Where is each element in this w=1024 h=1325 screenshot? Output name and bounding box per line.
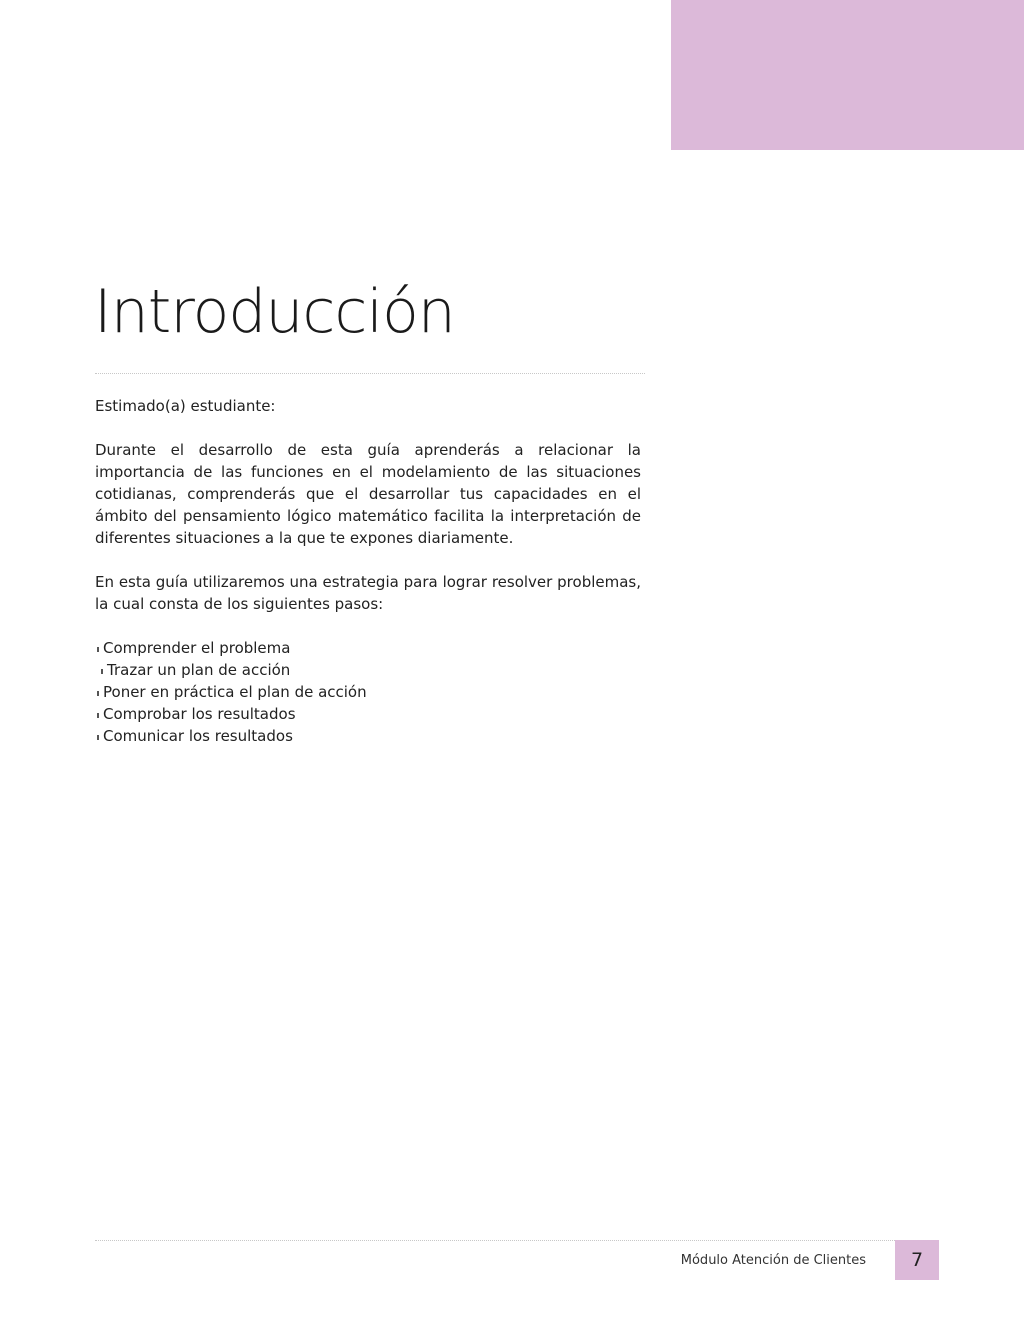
footer-module-name: Módulo Atención de Clientes — [680, 1253, 866, 1268]
bullet-icon — [97, 713, 99, 718]
page-title: Introducción — [94, 277, 455, 347]
footer-divider — [95, 1240, 895, 1241]
step-label: Comprender el problema — [103, 639, 291, 657]
salutation: Estimado(a) estudiante: — [95, 397, 276, 415]
list-item — [95, 659, 641, 681]
bullet-icon — [101, 669, 103, 674]
corner-accent-block — [671, 0, 1024, 150]
step-label: Trazar un plan de acción — [107, 661, 291, 679]
bullet-icon — [97, 691, 99, 696]
step-label: Poner en práctica el plan de acción — [103, 683, 367, 701]
step-label: Comprobar los resultados — [103, 705, 296, 723]
strategy-paragraph: En esta guía utilizaremos una estrategia para lograr resolver problemas, la cual consta de los siguientes pasos: — [95, 573, 641, 613]
bullet-icon — [97, 647, 99, 652]
list-item — [95, 725, 641, 747]
bullet-icon — [97, 735, 99, 740]
steps-list — [95, 637, 641, 747]
step-label: Comunicar los resultados — [103, 727, 293, 745]
list-item — [95, 637, 641, 659]
list-item — [95, 681, 641, 703]
intro-paragraph: Durante el desarrollo de esta guía aprenderás a relacionar la importancia de las funciones en el modelamiento de las situaciones cotidianas, comprenderás que el desarrollar tus capacidades en el ámbito del pensamiento lógico matemático facilita la interpretación de diferentes situaciones a la que te expones diariamente. — [95, 441, 641, 547]
list-item — [95, 703, 641, 725]
intro-content — [95, 395, 641, 747]
title-divider — [95, 373, 645, 374]
page-number: 7 — [895, 1240, 939, 1280]
